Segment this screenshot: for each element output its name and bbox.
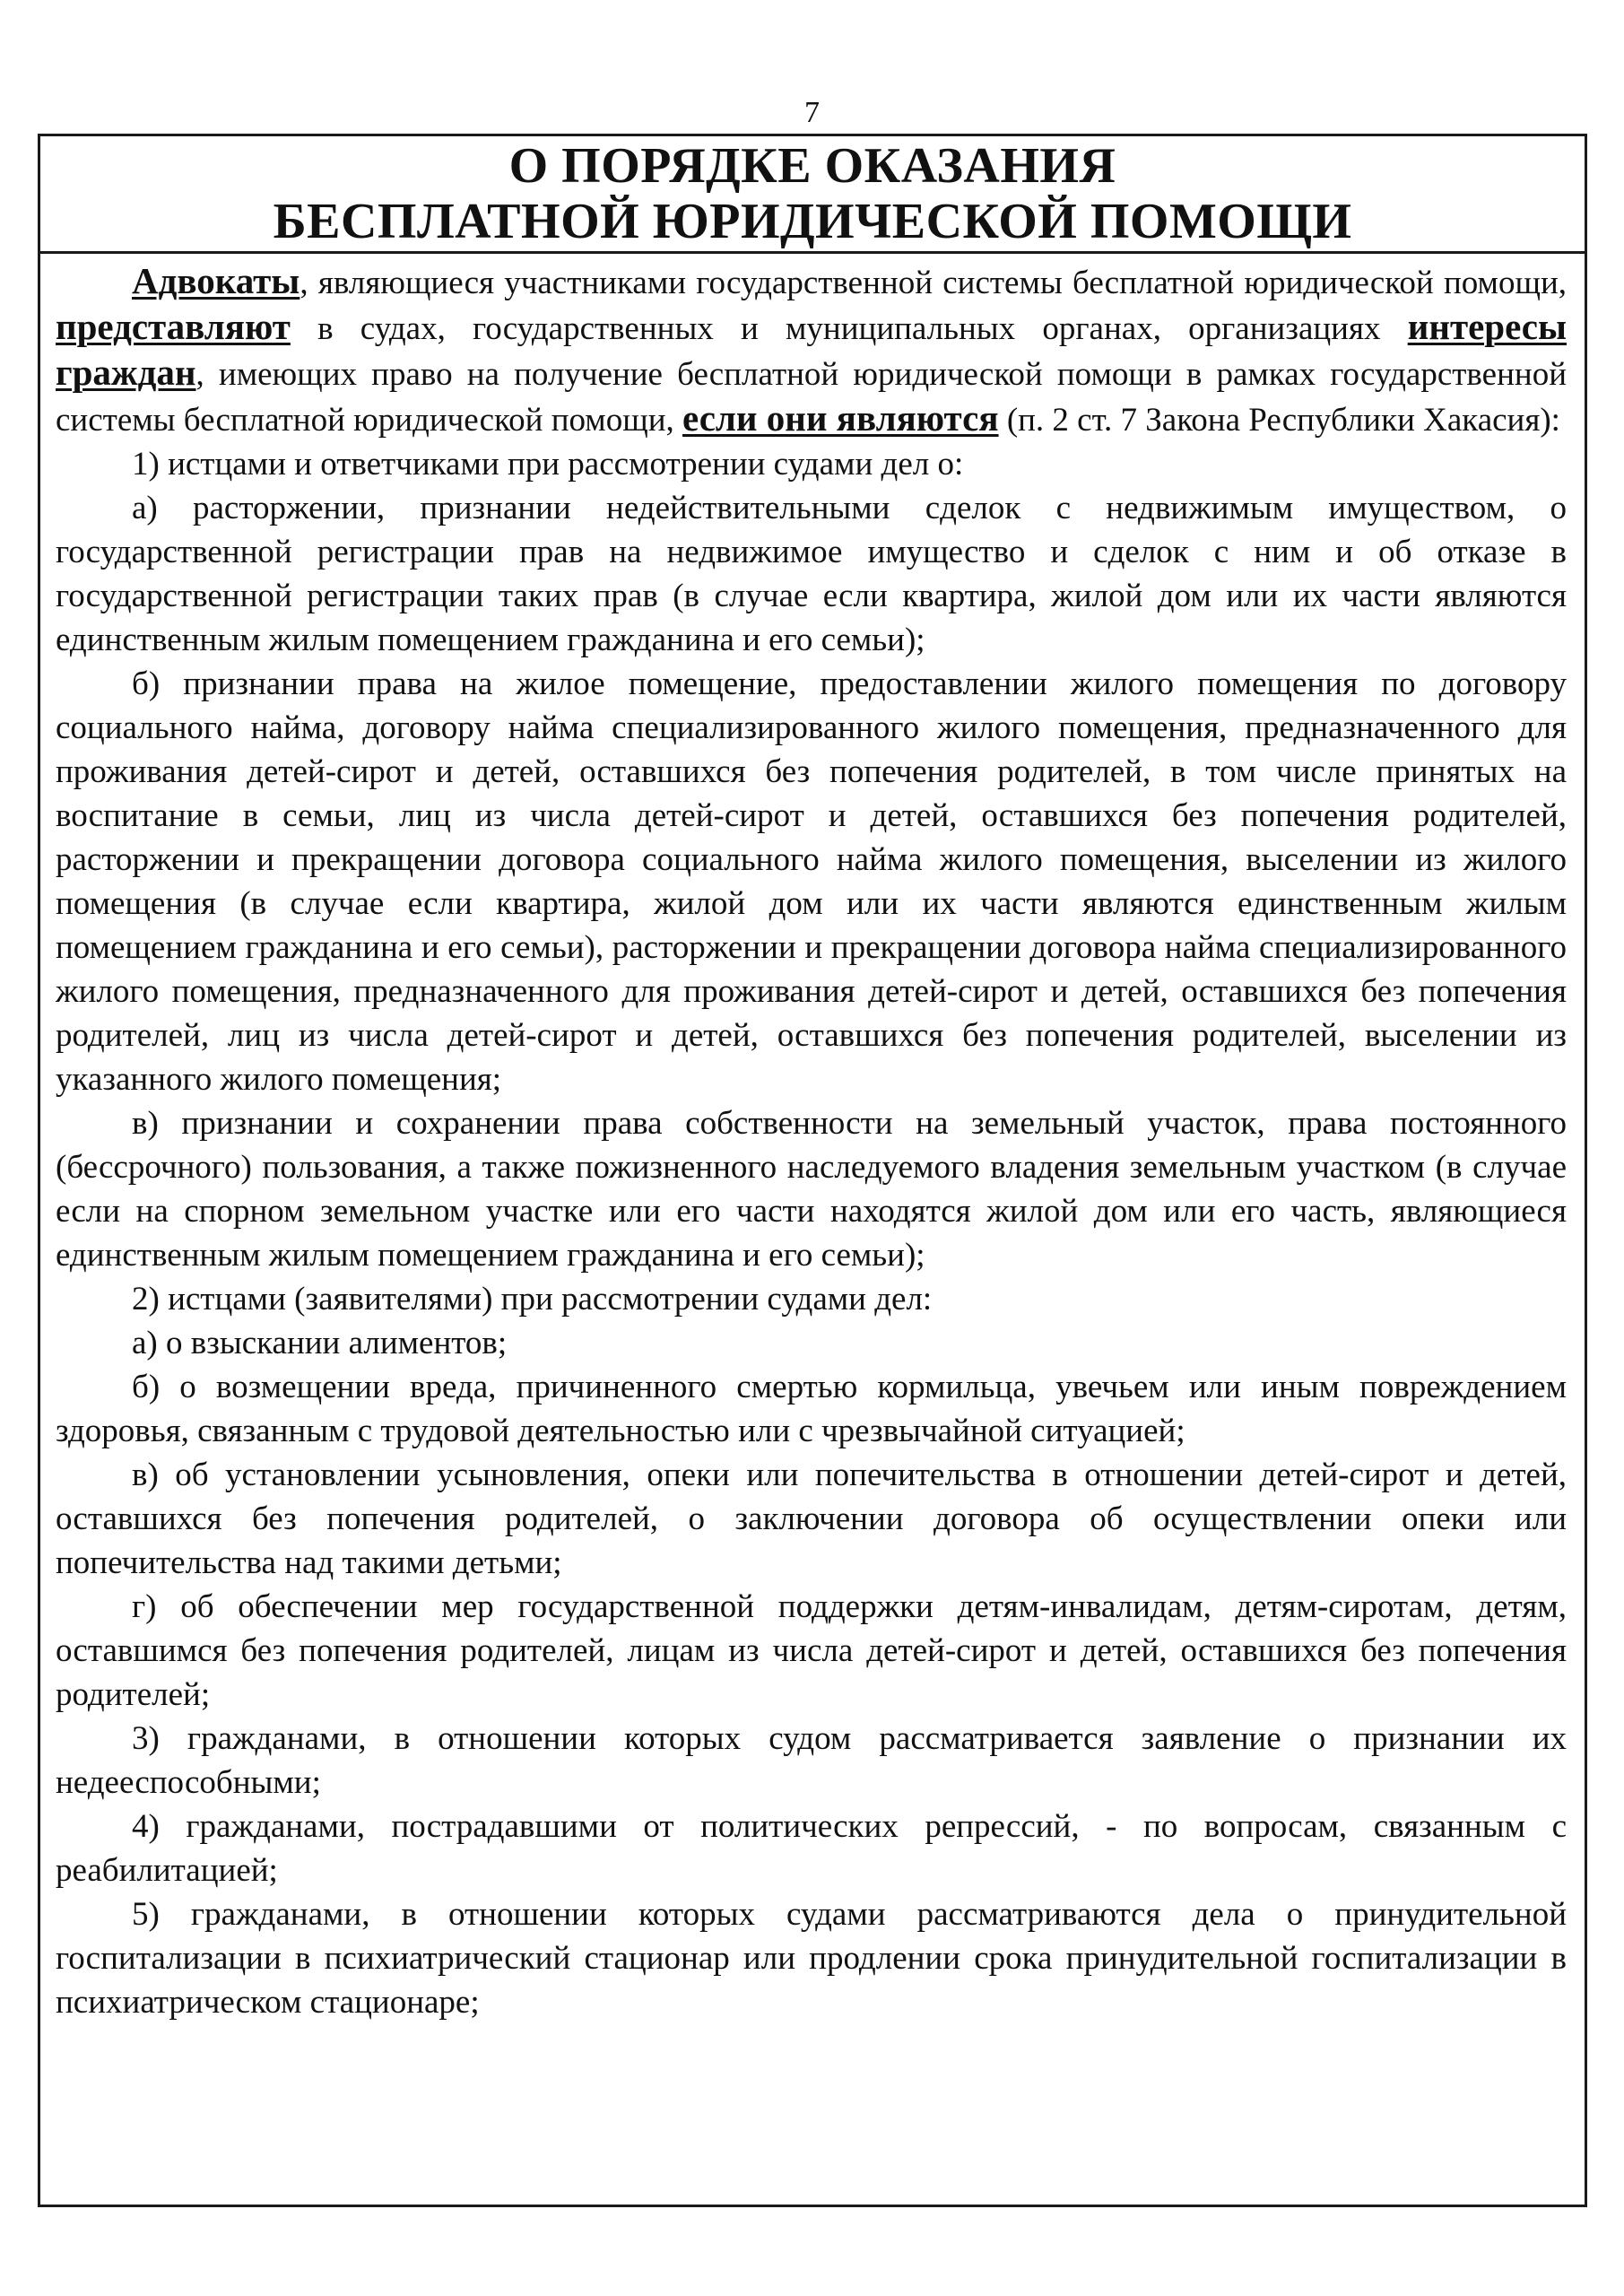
title-line-1: О ПОРЯДКЕ ОКАЗАНИЯ — [508, 138, 1116, 194]
highlight-if-they-are: если они являются — [682, 397, 999, 439]
document-body — [40, 254, 1585, 2024]
intro-text-1: , являющиеся участниками государственной системы бесплатной юридической помощи, — [300, 265, 1567, 301]
highlight-represent: представляют — [56, 306, 291, 347]
list-item-2a: а) о взыскании алиментов; — [132, 1325, 508, 1361]
intro-text-2: в судах, государственных и муниципальных органах, организациях — [290, 310, 1408, 347]
list-item-1v: в) признании и сохранении права собственности на земельный участок, права постоянного (бессрочного) пользования, а также пожизненного наследуемого владения земельным участком (в случае если на спорном земельном участке или его части находятся жилой дом или его часть, являющиеся единственным жилым помещением гражданина и его семьи); — [56, 1105, 1567, 1274]
title-line-2: БЕСПЛАТНОЙ ЮРИДИЧЕСКОЙ ПОМОЩИ — [273, 194, 1352, 249]
list-item-4: 4) гражданами, пострадавшими от политических репрессий, - по вопросам, связанным с реабилитацией; — [56, 1808, 1567, 1889]
intro-paragraph — [56, 259, 1567, 442]
page-number: 7 — [804, 96, 820, 129]
intro-text-3: , имеющих право на получение бесплатной юридической помощи в рамках государственной системы бесплатной юридической помощи, — [56, 356, 1567, 439]
list-item-3: 3) гражданами, в отношении которых судом рассматривается заявление о признании их недееспособными; — [56, 1720, 1567, 1801]
highlight-advocates: Адвокаты — [132, 260, 300, 301]
document-frame — [38, 134, 1587, 2207]
intro-text-4: (п. 2 ст. 7 Закона Республики Хакасия): — [998, 402, 1560, 439]
highlight-interests: интересы граждан — [56, 306, 1567, 393]
title-box — [40, 136, 1585, 254]
list-item-1a: а) расторжении, признании недействительными сделок с недвижимым имуществом, о государственной регистрации прав на недвижимое имущество и сделок с ним и об отказе в государственной регистрации таких прав (в случае если квартира, жилой дом или их части являются единственным жилым помещением гражданина и его семьи); — [56, 490, 1567, 658]
list-item-1: 1) истцами и ответчиками при рассмотрении судами дел о: — [132, 446, 964, 483]
list-item-5: 5) гражданами, в отношении которых судами рассматриваются дела о принудительной госпитализации в психиатрический стационар или продлении срока принудительной госпитализации в психиатрическом стационаре; — [56, 1896, 1567, 2021]
list-item-2v: в) об установлении усыновления, опеки или попечительства в отношении детей-сирот и детей, оставшихся без попечения родителей, о заключении договора об осуществлении опеки или попечительства над такими детьми; — [56, 1457, 1567, 1581]
list-item-2: 2) истцами (заявителями) при рассмотрении судами дел: — [132, 1281, 933, 1318]
list-item-1b: б) признании права на жилое помещение, предоставлении жилого помещения по договору социального найма, договору найма специализированного жилого помещения, предназначенного для проживания детей-сирот и детей, оставшихся без попечения родителей, в том числе принятых на воспитание в семьи, лиц из числа детей-сирот и детей, оставшихся без попечения родителей, расторжении и прекращении договора социального найма жилого помещения, выселении из жилого помещения (в случае если квартира, жилой дом или их части являются единственным жилым помещением гражданина и его семьи), расторжении и прекращении договора найма специализированного жилого помещения, предназначенного для проживания детей-сирот и детей, оставшихся без попечения родителей, лиц из числа детей-сирот и детей, оставшихся без попечения родителей, выселении из указанного жилого помещения; — [56, 665, 1567, 1098]
list-item-2b: б) о возмещении вреда, причиненного смертью кормильца, увечьем или иным повреждением здоровья, связанным с трудовой деятельностью или с чрезвычайной ситуацией; — [56, 1369, 1567, 1449]
list-item-2g: г) об обеспечении мер государственной поддержки детям-инвалидам, детям-сиротам, детям, оставшимся без попечения родителей, лицам из числа детей-сирот и детей, оставшихся без попечения родителей; — [56, 1588, 1567, 1713]
